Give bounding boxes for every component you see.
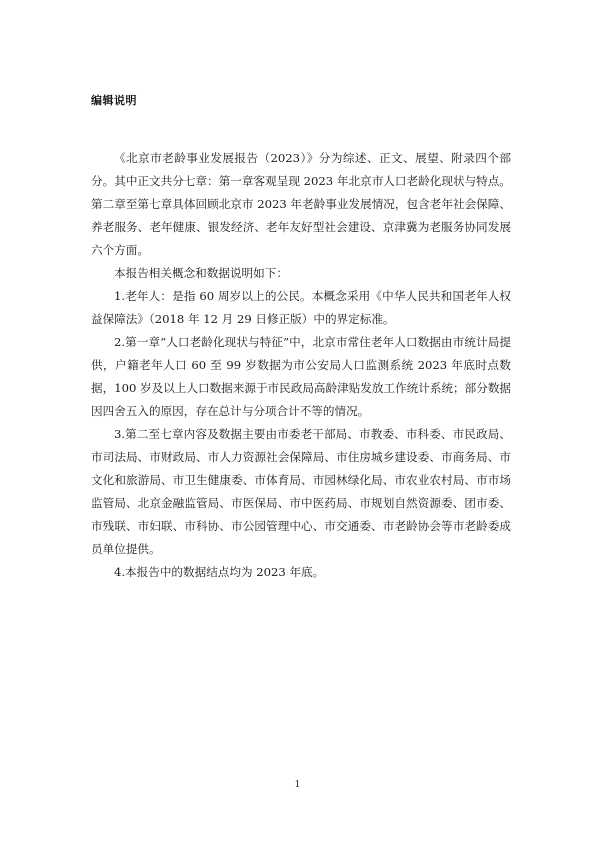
- paragraph-note-1: 1.老年人：是指 60 周岁以上的公民。本概念采用《中华人民共和国老年人权益保障法》（2018 年 12 月 29 日修正版）中的界定标准。: [91, 289, 511, 326]
- paragraph-overview: 《北京市老龄事业发展报告（2023）》分为综述、正文、展望、附录四个部分。其中正文共分七章：第一章客观呈现 2023 年北京市人口老龄化现状与特点。第二章至第七章具体回顾北京市 2023 年老龄事业发展情况，包含老年社会保障、养老服务、老年健康、银发经济、老年友好型社会建设、京津冀为老服务协同发展六个方面。: [91, 151, 511, 257]
- paragraph-note-4: 4.本报告中的数据结点均为 2023 年底。: [114, 565, 325, 579]
- page-number: 1: [294, 780, 301, 790]
- paragraph-note-2: 2.第一章“人口老龄化现状与特征”中，北京市常住老年人口数据由市统计局提供，户籍老年人口 60 至 99 岁数据为市公安局人口监测系统 2023 年底时点数据，100 岁及以上人口数据来源于市民政局高龄津贴发放工作统计系统；部分数据因四舍五入的原因，存在总计与分项合计不等的情况。: [91, 335, 512, 418]
- section-heading: 编辑说明: [91, 94, 137, 107]
- paragraph-note-3: 3.第二至七章内容及数据主要由市委老干部局、市教委、市科委、市民政局、市司法局、市财政局、市人力资源社会保障局、市住房城乡建设委、市商务局、市文化和旅游局、市卫生健康委、市体育局、市园林绿化局、市农业农村局、市市场监管局、北京金融监管局、市医保局、市中医药局、市规划自然资源委、团市委、市残联、市妇联、市科协、市公园管理中心、市交通委、市老龄协会等市老龄委成员单位提供。: [91, 427, 511, 556]
- paragraph-intro-notes: 本报告相关概念和数据说明如下：: [114, 266, 288, 280]
- body-text: [91, 147, 511, 584]
